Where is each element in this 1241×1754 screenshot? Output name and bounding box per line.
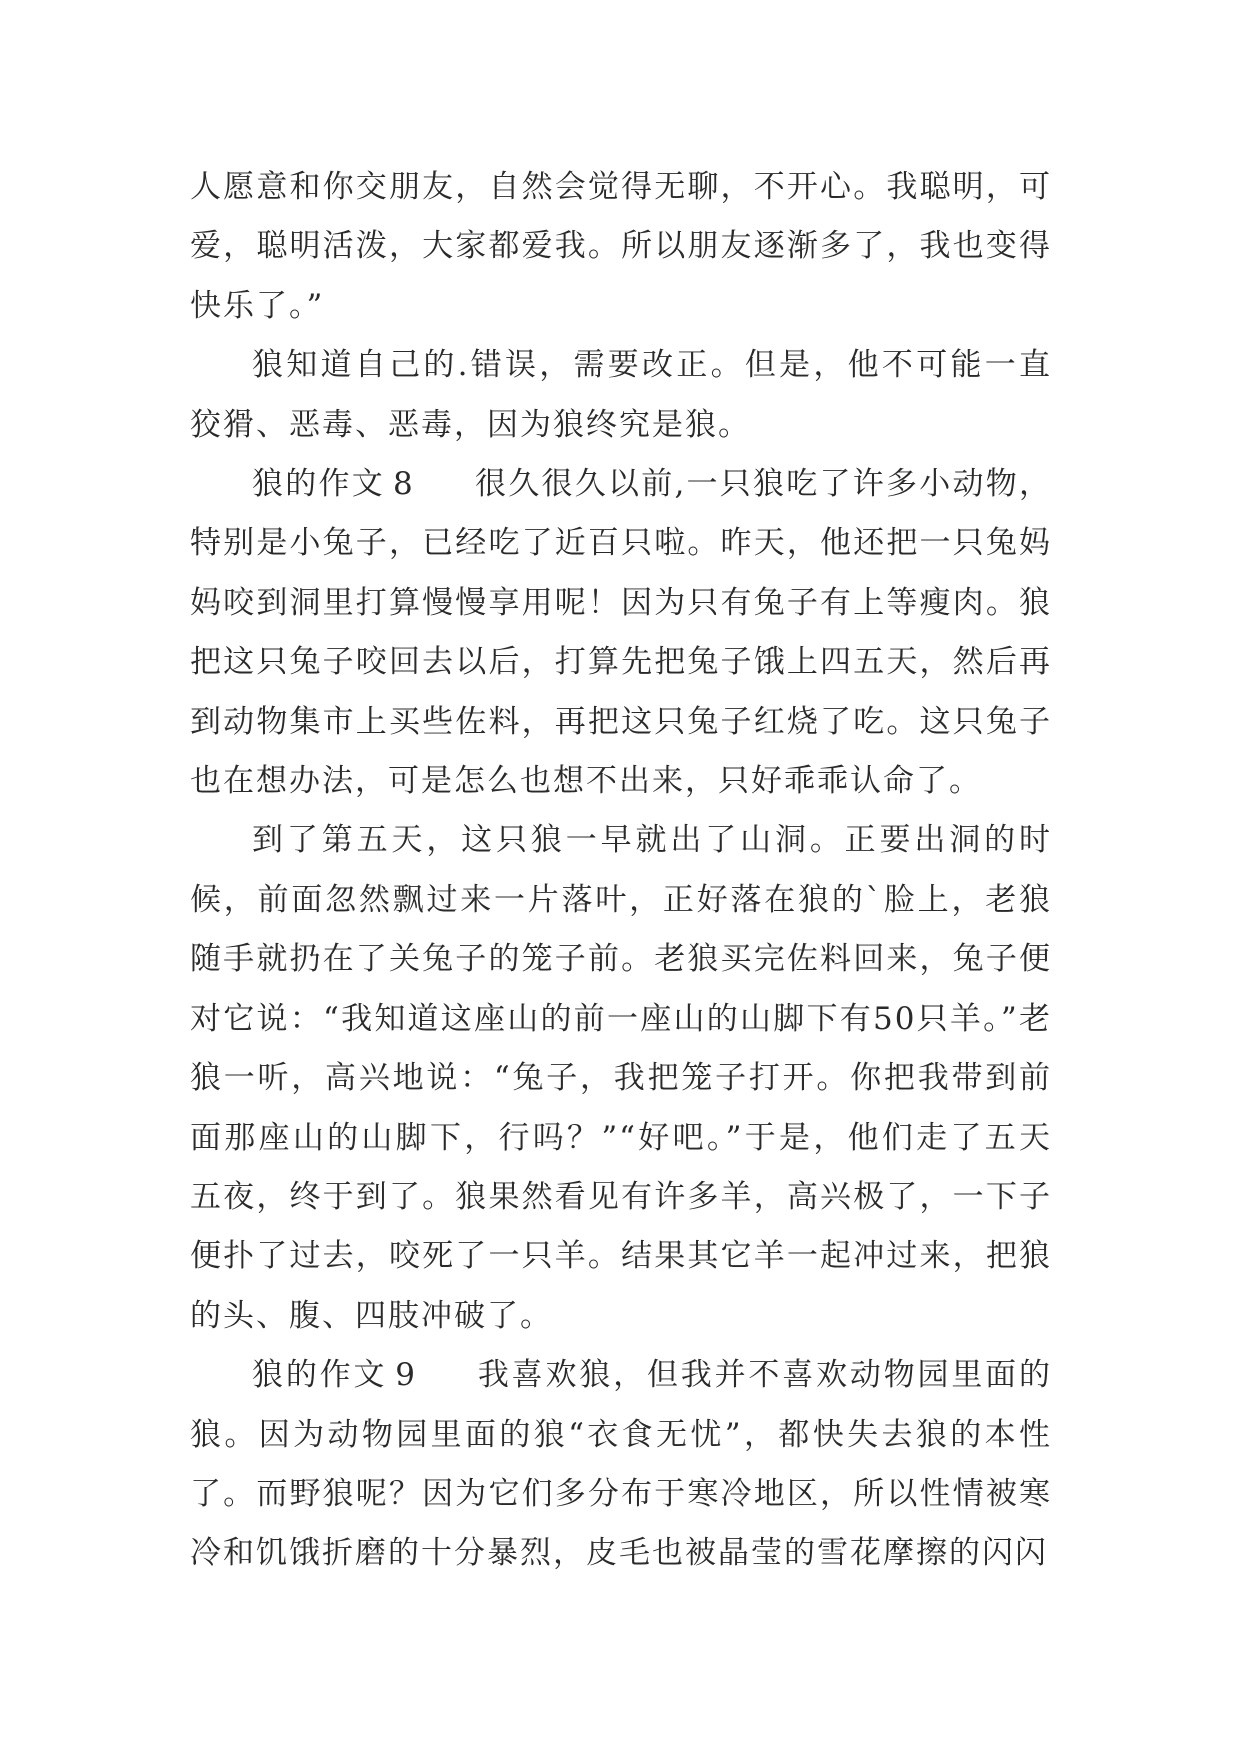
essay-number: 9 (395, 1357, 416, 1394)
paragraph-2: 狼知道自己的.错误，需要改正。但是，他不可能一直狡猾、恶毒、恶毒，因为狼终究是狼。 (190, 347, 1052, 443)
paragraph-3 (190, 455, 1052, 811)
document-body (190, 158, 1052, 1584)
essay-number: 8 (392, 466, 413, 503)
essay-heading: 狼的作文 (252, 1357, 388, 1394)
paragraph-1: 人愿意和你交朋友，自然会觉得无聊，不开心。我聪明，可爱，聪明活泼，大家都爱我。所以朋友逐渐多了，我也变得快乐了。” (190, 169, 1052, 324)
essay-heading: 狼的作文 (252, 466, 385, 503)
paragraph-5-text: 我喜欢狼，但我并不喜欢动物园里面的狼。因为动物园里面的狼“衣食无忧”，都快失去狼的本性了。而野狼呢？因为它们多分布于寒冷地区，所以性情被寒冷和饥饿折磨的十分暴烈，皮毛也被晶莹的雪花摩擦的闪闪 (190, 1357, 1053, 1572)
paragraph-4: 到了第五天，这只狼一早就出了山洞。正要出洞的时候，前面忽然飘过来一片落叶，正好落在狼的`脸上，老狼随手就扔在了关兔子的笼子前。老狼买完佐料回来，兔子便对它说：“我知道这座山的前一座山的山脚下有50只羊。”老狼一听，高兴地说：“兔子，我把笼子打开。你把我带到前面那座山的山脚下，行吗？”“好吧。”于是，他们走了五天五夜，终于到了。狼果然看见有许多羊，高兴极了，一下子便扑了过去，咬死了一只羊。结果其它羊一起冲过来，把狼的头、腹、四肢冲破了。 (190, 822, 1052, 1334)
paragraph-3-text: 很久很久以前,一只狼吃了许多小动物，特别是小兔子，已经吃了近百只啦。昨天，他还把一只兔妈妈咬到洞里打算慢慢享用呢！因为只有兔子有上等瘦肉。狼把这只兔子咬回去以后，打算先把兔子饿上四五天，然后再到动物集市上买些佐料，再把这只兔子红烧了吃。这只兔子也在想办法，可是怎么也想不出来，只好乖乖认命了。 (190, 466, 1052, 800)
paragraph-5 (190, 1346, 1052, 1584)
